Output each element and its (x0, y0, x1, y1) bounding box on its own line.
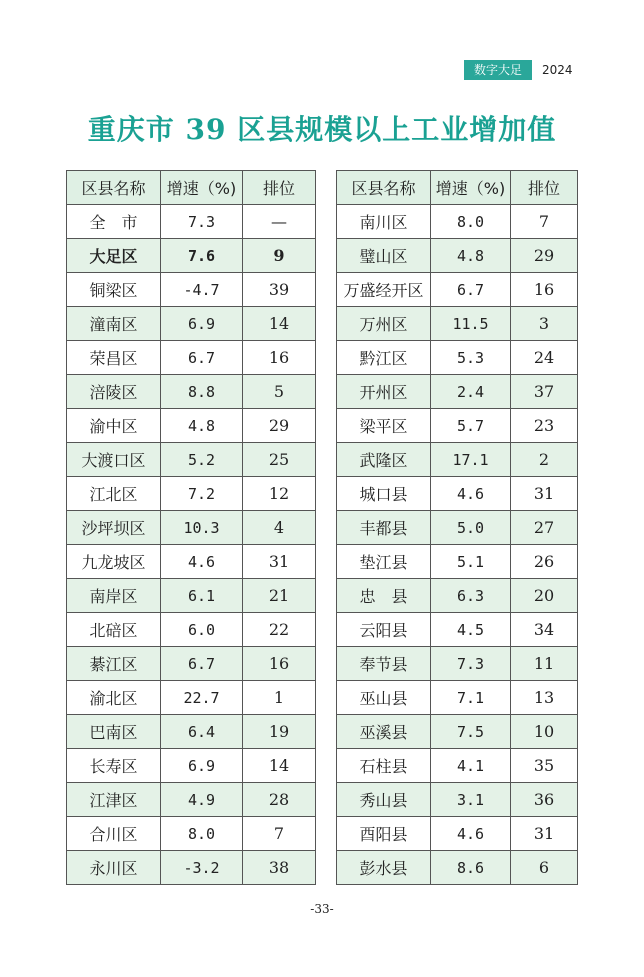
growth-rate-cell: 4.9 (161, 783, 243, 817)
rank-cell: 36 (511, 783, 578, 817)
table-row (67, 749, 316, 783)
growth-rate-cell: 4.1 (431, 749, 511, 783)
district-name-cell: 巫山县 (337, 681, 431, 715)
district-name-cell: 九龙坡区 (67, 545, 161, 579)
growth-rate-cell: 7.2 (161, 477, 243, 511)
growth-rate-cell: 7.6 (161, 239, 243, 273)
rank-cell: 21 (243, 579, 316, 613)
rank-cell: 31 (511, 817, 578, 851)
table-row (67, 477, 316, 511)
rank-cell: 6 (511, 851, 578, 885)
rank-cell: 11 (511, 647, 578, 681)
rank-cell: 28 (243, 783, 316, 817)
table-row (67, 647, 316, 681)
growth-rate-cell: 8.0 (431, 205, 511, 239)
district-name-cell: 北碚区 (67, 613, 161, 647)
table-header-row (337, 171, 578, 205)
district-name-cell: 云阳县 (337, 613, 431, 647)
table-row (67, 851, 316, 885)
district-name-cell: 城口县 (337, 477, 431, 511)
rank-cell: 16 (511, 273, 578, 307)
table-row (67, 817, 316, 851)
rank-cell: 29 (511, 239, 578, 273)
table-row (67, 239, 316, 273)
district-name-cell: 江津区 (67, 783, 161, 817)
table-row (337, 273, 578, 307)
district-name-cell: 大渡口区 (67, 443, 161, 477)
table-row (67, 511, 316, 545)
rank-cell: 2 (511, 443, 578, 477)
table-row (67, 443, 316, 477)
district-name-cell: 渝北区 (67, 681, 161, 715)
table-row (337, 817, 578, 851)
table-row (67, 205, 316, 239)
district-name-cell: 长寿区 (67, 749, 161, 783)
table-row (67, 273, 316, 307)
rank-cell: 20 (511, 579, 578, 613)
growth-rate-cell: 8.8 (161, 375, 243, 409)
rank-cell: 39 (243, 273, 316, 307)
growth-rate-cell: 6.3 (431, 579, 511, 613)
growth-rate-cell: 17.1 (431, 443, 511, 477)
table-row (337, 409, 578, 443)
page-title: 重庆市 39 区县规模以上工业增加值 (87, 113, 557, 146)
table-row (337, 579, 578, 613)
district-name-cell: 綦江区 (67, 647, 161, 681)
growth-rate-cell: 5.1 (431, 545, 511, 579)
district-name-cell: 璧山区 (337, 239, 431, 273)
table-row (337, 613, 578, 647)
growth-rate-cell: 2.4 (431, 375, 511, 409)
district-name-cell: 忠 县 (337, 579, 431, 613)
district-name-cell: 开州区 (337, 375, 431, 409)
growth-rate-cell: -3.2 (161, 851, 243, 885)
district-name-cell: 巫溪县 (337, 715, 431, 749)
table-row (337, 205, 578, 239)
column-header: 区县名称 (337, 171, 431, 205)
table-row (337, 545, 578, 579)
table-row (67, 545, 316, 579)
growth-rate-cell: 5.7 (431, 409, 511, 443)
district-name-cell: 合川区 (67, 817, 161, 851)
rank-cell: 23 (511, 409, 578, 443)
district-name-cell: 潼南区 (67, 307, 161, 341)
rank-cell: 19 (243, 715, 316, 749)
district-name-cell: 南岸区 (67, 579, 161, 613)
table-row (67, 783, 316, 817)
rank-cell: 5 (243, 375, 316, 409)
rank-cell: 7 (511, 205, 578, 239)
rank-cell: 14 (243, 749, 316, 783)
district-name-cell: 石柱县 (337, 749, 431, 783)
rank-cell: 12 (243, 477, 316, 511)
column-header: 增速（%) (431, 171, 511, 205)
growth-rate-cell: 6.7 (161, 341, 243, 375)
growth-rate-cell: 4.6 (161, 545, 243, 579)
table-row (67, 307, 316, 341)
growth-rate-cell: 6.7 (161, 647, 243, 681)
rank-cell: — (243, 205, 316, 239)
table-row (337, 783, 578, 817)
year-label: 2024 (542, 63, 573, 77)
district-name-cell: 黔江区 (337, 341, 431, 375)
growth-rate-cell: 10.3 (161, 511, 243, 545)
growth-rate-cell: 4.5 (431, 613, 511, 647)
growth-rate-cell: 4.8 (161, 409, 243, 443)
district-name-cell: 梁平区 (337, 409, 431, 443)
table-row (337, 647, 578, 681)
growth-rate-cell: 11.5 (431, 307, 511, 341)
district-name-cell: 渝中区 (67, 409, 161, 443)
table-row (337, 511, 578, 545)
district-name-cell: 万州区 (337, 307, 431, 341)
growth-rate-cell: 6.9 (161, 307, 243, 341)
growth-rate-cell: 5.2 (161, 443, 243, 477)
table-row (337, 239, 578, 273)
growth-rate-cell: 4.6 (431, 477, 511, 511)
district-name-cell: 万盛经开区 (337, 273, 431, 307)
district-name-cell: 秀山县 (337, 783, 431, 817)
growth-rate-cell: -4.7 (161, 273, 243, 307)
district-name-cell: 巴南区 (67, 715, 161, 749)
rank-cell: 26 (511, 545, 578, 579)
rank-cell: 14 (243, 307, 316, 341)
district-name-cell: 涪陵区 (67, 375, 161, 409)
table-row (67, 579, 316, 613)
table-header-row (67, 171, 316, 205)
left-data-table (66, 170, 316, 885)
growth-rate-cell: 7.5 (431, 715, 511, 749)
rank-cell: 31 (511, 477, 578, 511)
district-name-cell: 江北区 (67, 477, 161, 511)
district-name-cell: 丰都县 (337, 511, 431, 545)
table-row (67, 375, 316, 409)
rank-cell: 7 (243, 817, 316, 851)
district-name-cell: 全 市 (67, 205, 161, 239)
growth-rate-cell: 6.9 (161, 749, 243, 783)
district-name-cell: 永川区 (67, 851, 161, 885)
rank-cell: 22 (243, 613, 316, 647)
table-row (337, 477, 578, 511)
growth-rate-cell: 7.3 (161, 205, 243, 239)
growth-rate-cell: 5.0 (431, 511, 511, 545)
growth-rate-cell: 7.3 (431, 647, 511, 681)
table-row (337, 307, 578, 341)
growth-rate-cell: 8.0 (161, 817, 243, 851)
rank-cell: 10 (511, 715, 578, 749)
right-data-table (336, 170, 578, 885)
table-row (67, 341, 316, 375)
rank-cell: 4 (243, 511, 316, 545)
rank-cell: 37 (511, 375, 578, 409)
column-header: 排位 (243, 171, 316, 205)
table-row (67, 681, 316, 715)
rank-cell: 24 (511, 341, 578, 375)
table-row (337, 749, 578, 783)
rank-cell: 34 (511, 613, 578, 647)
rank-cell: 16 (243, 341, 316, 375)
table-row (337, 681, 578, 715)
growth-rate-cell: 6.7 (431, 273, 511, 307)
district-name-cell: 大足区 (67, 239, 161, 273)
growth-rate-cell: 8.6 (431, 851, 511, 885)
table-row (67, 409, 316, 443)
growth-rate-cell: 4.6 (431, 817, 511, 851)
growth-rate-cell: 4.8 (431, 239, 511, 273)
section-badge: 数字大足 (464, 60, 532, 80)
rank-cell: 25 (243, 443, 316, 477)
table-row (337, 443, 578, 477)
growth-rate-cell: 6.0 (161, 613, 243, 647)
table-row (337, 375, 578, 409)
district-name-cell: 南川区 (337, 205, 431, 239)
district-name-cell: 武隆区 (337, 443, 431, 477)
column-header: 排位 (511, 171, 578, 205)
rank-cell: 16 (243, 647, 316, 681)
rank-cell: 29 (243, 409, 316, 443)
growth-rate-cell: 22.7 (161, 681, 243, 715)
column-header: 区县名称 (67, 171, 161, 205)
growth-rate-cell: 7.1 (431, 681, 511, 715)
district-name-cell: 奉节县 (337, 647, 431, 681)
table-row (67, 715, 316, 749)
rank-cell: 3 (511, 307, 578, 341)
table-row (337, 851, 578, 885)
rank-cell: 35 (511, 749, 578, 783)
district-name-cell: 沙坪坝区 (67, 511, 161, 545)
district-name-cell: 垫江县 (337, 545, 431, 579)
growth-rate-cell: 6.1 (161, 579, 243, 613)
district-name-cell: 酉阳县 (337, 817, 431, 851)
column-header: 增速（%) (161, 171, 243, 205)
rank-cell: 38 (243, 851, 316, 885)
page-number: -33- (310, 902, 334, 916)
table-row (337, 715, 578, 749)
rank-cell: 27 (511, 511, 578, 545)
growth-rate-cell: 6.4 (161, 715, 243, 749)
table-row (67, 613, 316, 647)
table-row (337, 341, 578, 375)
rank-cell: 13 (511, 681, 578, 715)
rank-cell: 9 (243, 239, 316, 273)
district-name-cell: 荣昌区 (67, 341, 161, 375)
rank-cell: 31 (243, 545, 316, 579)
growth-rate-cell: 5.3 (431, 341, 511, 375)
rank-cell: 1 (243, 681, 316, 715)
district-name-cell: 彭水县 (337, 851, 431, 885)
growth-rate-cell: 3.1 (431, 783, 511, 817)
district-name-cell: 铜梁区 (67, 273, 161, 307)
